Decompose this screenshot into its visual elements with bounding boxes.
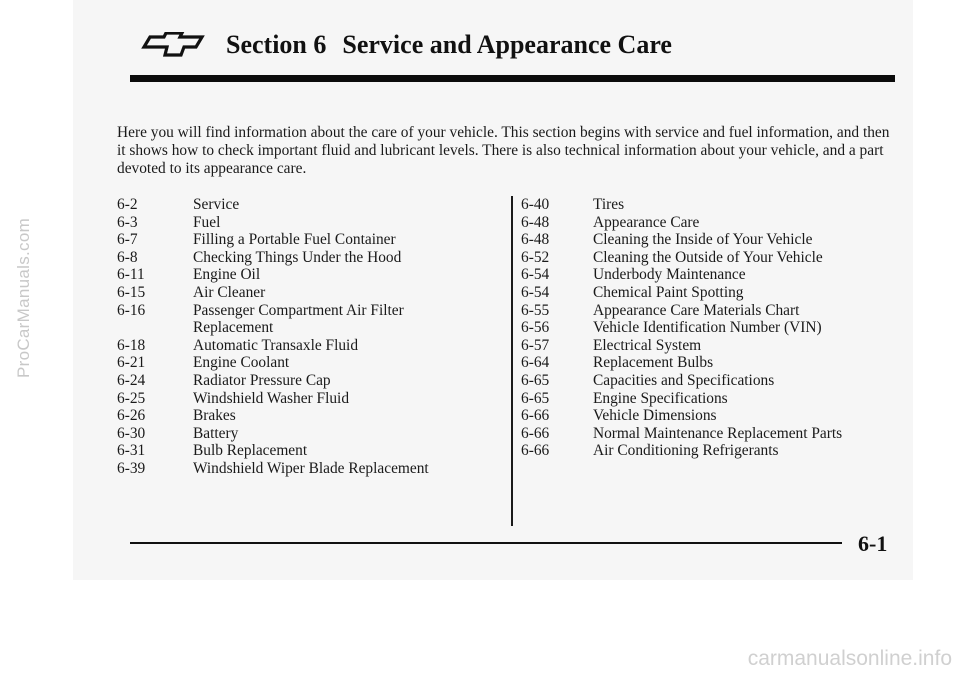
toc-page-number: 6-52 <box>521 248 550 266</box>
toc-page-number: 6-54 <box>521 266 550 284</box>
toc-page-number: 6-15 <box>117 283 146 301</box>
toc-title: Fuel <box>193 213 221 231</box>
toc-entry <box>117 460 429 478</box>
toc-entry <box>117 319 429 337</box>
chevrolet-bowtie-icon <box>140 32 208 58</box>
section-name: Service and Appearance Care <box>342 30 672 59</box>
toc-title: Chemical Paint Spotting <box>593 283 744 301</box>
toc-title: Automatic Transaxle Fluid <box>193 336 359 354</box>
toc-entry <box>521 319 842 337</box>
toc-title: Service <box>193 196 240 213</box>
toc-entry <box>521 249 842 267</box>
section-number: Section 6 <box>226 30 327 59</box>
toc-title: Replacement <box>193 319 274 337</box>
toc-page-number: 6-65 <box>521 371 550 389</box>
toc-page-number <box>117 319 193 337</box>
section-title <box>226 30 672 60</box>
toc-title: Battery <box>193 424 239 442</box>
toc-page-number: 6-21 <box>117 354 146 372</box>
toc-page-number: 6-7 <box>117 231 138 249</box>
toc-title: Underbody Maintenance <box>593 266 746 284</box>
toc-entry <box>521 390 842 408</box>
toc-title: Appearance Care <box>593 213 700 231</box>
toc-entry <box>521 442 842 460</box>
toc-title: Engine Coolant <box>193 354 290 372</box>
toc-entry <box>521 231 842 249</box>
footer-rule <box>130 542 842 544</box>
toc-page-number: 6-16 <box>117 301 146 319</box>
toc-entry <box>117 354 429 372</box>
toc-page-number: 6-39 <box>117 459 146 477</box>
toc-entry <box>521 196 842 214</box>
toc-entry <box>117 284 429 302</box>
toc-page-number: 6-26 <box>117 407 146 425</box>
toc-entry <box>117 266 429 284</box>
toc-entry <box>117 442 429 460</box>
toc-page-number: 6-66 <box>521 407 550 425</box>
toc-entry <box>117 214 429 232</box>
page-number: 6-1 <box>858 531 888 556</box>
toc-page-number: 6-66 <box>521 442 550 460</box>
toc-entry <box>117 425 429 443</box>
toc-left-column <box>117 196 429 478</box>
toc-page-number: 6-2 <box>117 196 138 213</box>
toc-entry <box>521 425 842 443</box>
toc-page-number: 6-64 <box>521 354 550 372</box>
toc-page-number: 6-18 <box>117 336 146 354</box>
toc-title: Replacement Bulbs <box>593 354 714 372</box>
toc-title: Engine Specifications <box>593 389 728 407</box>
toc-title: Windshield Washer Fluid <box>193 389 350 407</box>
toc-title: Brakes <box>193 407 236 425</box>
toc-page-number: 6-48 <box>521 231 550 249</box>
toc-entry <box>117 302 429 320</box>
toc-page-number: 6-48 <box>521 213 550 231</box>
toc-entry <box>117 231 429 249</box>
toc-page-number: 6-24 <box>117 371 146 389</box>
toc-title: Cleaning the Inside of Your Vehicle <box>593 231 813 249</box>
bottom-watermark: carmanualsonline.info <box>747 647 952 670</box>
toc-entry <box>117 407 429 425</box>
toc-entry <box>521 284 842 302</box>
column-divider <box>511 196 513 526</box>
toc-entry <box>521 354 842 372</box>
toc-page-number: 6-57 <box>521 336 550 354</box>
toc-page-number: 6-66 <box>521 424 550 442</box>
toc-entry <box>521 372 842 390</box>
toc-page-number: 6-56 <box>521 319 550 337</box>
toc-title: Tires <box>593 196 625 213</box>
toc-title: Electrical System <box>593 336 702 354</box>
toc-title: Cleaning the Outside of Your Vehicle <box>593 248 823 266</box>
toc-page-number: 6-11 <box>117 266 145 284</box>
toc-title: Radiator Pressure Cap <box>193 371 331 389</box>
toc-title: Windshield Wiper Blade Replacement <box>193 459 429 477</box>
toc-page-number: 6-54 <box>521 283 550 301</box>
toc-title: Engine Oil <box>193 266 261 284</box>
toc-title: Appearance Care Materials Chart <box>593 301 800 319</box>
toc-entry <box>117 196 429 214</box>
toc-entry <box>117 372 429 390</box>
toc-title: Vehicle Dimensions <box>593 407 717 425</box>
toc-page-number: 6-65 <box>521 389 550 407</box>
toc-page-number: 6-40 <box>521 196 550 213</box>
toc-entry <box>117 249 429 267</box>
toc-title: Bulb Replacement <box>193 442 308 460</box>
toc-page-number: 6-55 <box>521 301 550 319</box>
toc-title: Normal Maintenance Replacement Parts <box>593 424 843 442</box>
toc-entry <box>521 407 842 425</box>
toc-title: Capacities and Specifications <box>593 371 775 389</box>
toc-entry <box>117 390 429 408</box>
toc-title: Filling a Portable Fuel Container <box>193 231 396 249</box>
toc-title: Checking Things Under the Hood <box>193 248 402 266</box>
toc-title: Air Cleaner <box>193 283 266 301</box>
toc-title: Air Conditioning Refrigerants <box>593 442 779 460</box>
toc-page-number: 6-8 <box>117 248 138 266</box>
toc-entry <box>521 266 842 284</box>
toc-page-number: 6-3 <box>117 213 138 231</box>
toc-page-number: 6-30 <box>117 424 146 442</box>
intro-paragraph: Here you will find information about the care of your vehicle. This section begins with service and fuel information, and then it shows how to check important fluid and lubricant levels. There is also technical information about your vehicle, and a part devoted to its appearance care. <box>117 124 890 177</box>
toc-entry <box>521 337 842 355</box>
toc-entry <box>521 214 842 232</box>
toc-right-column <box>521 196 842 460</box>
header-rule <box>130 75 895 82</box>
toc-title: Vehicle Identification Number (VIN) <box>593 319 822 337</box>
toc-page-number: 6-31 <box>117 442 146 460</box>
toc-page-number: 6-25 <box>117 389 146 407</box>
toc-entry <box>117 337 429 355</box>
side-watermark: ProCarManuals.com <box>14 217 33 379</box>
toc-entry <box>521 302 842 320</box>
toc-title: Passenger Compartment Air Filter <box>193 301 404 319</box>
